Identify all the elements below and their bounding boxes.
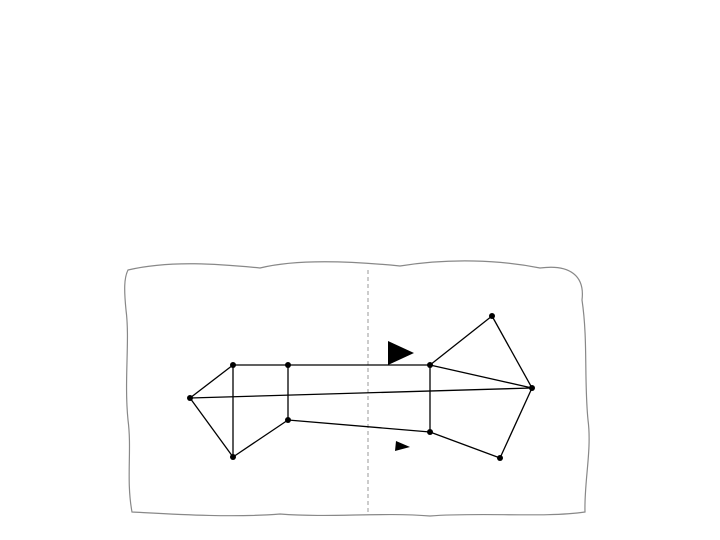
arrow-alternate bbox=[308, 439, 410, 451]
node-d bbox=[230, 454, 236, 460]
node-i bbox=[427, 429, 433, 435]
node-f bbox=[427, 362, 433, 368]
link-a-b bbox=[190, 365, 233, 398]
node-c bbox=[285, 362, 291, 368]
link-f-g bbox=[430, 316, 492, 365]
link-e-i bbox=[288, 420, 430, 432]
link-d-e bbox=[233, 420, 288, 457]
link-a-h bbox=[190, 388, 532, 398]
network-diagram bbox=[0, 250, 720, 520]
node-b bbox=[230, 362, 236, 368]
link-f-h bbox=[430, 365, 532, 388]
link-h-j bbox=[500, 388, 532, 458]
node-h bbox=[529, 385, 535, 391]
link-g-h bbox=[492, 316, 532, 388]
node-a bbox=[187, 395, 193, 401]
node-e bbox=[285, 417, 291, 423]
nodes bbox=[187, 313, 535, 461]
arrow-congested bbox=[300, 341, 414, 365]
link-i-j bbox=[430, 432, 500, 458]
links bbox=[190, 316, 532, 458]
link-a-d bbox=[190, 398, 233, 457]
node-g bbox=[489, 313, 495, 319]
node-j bbox=[497, 455, 503, 461]
